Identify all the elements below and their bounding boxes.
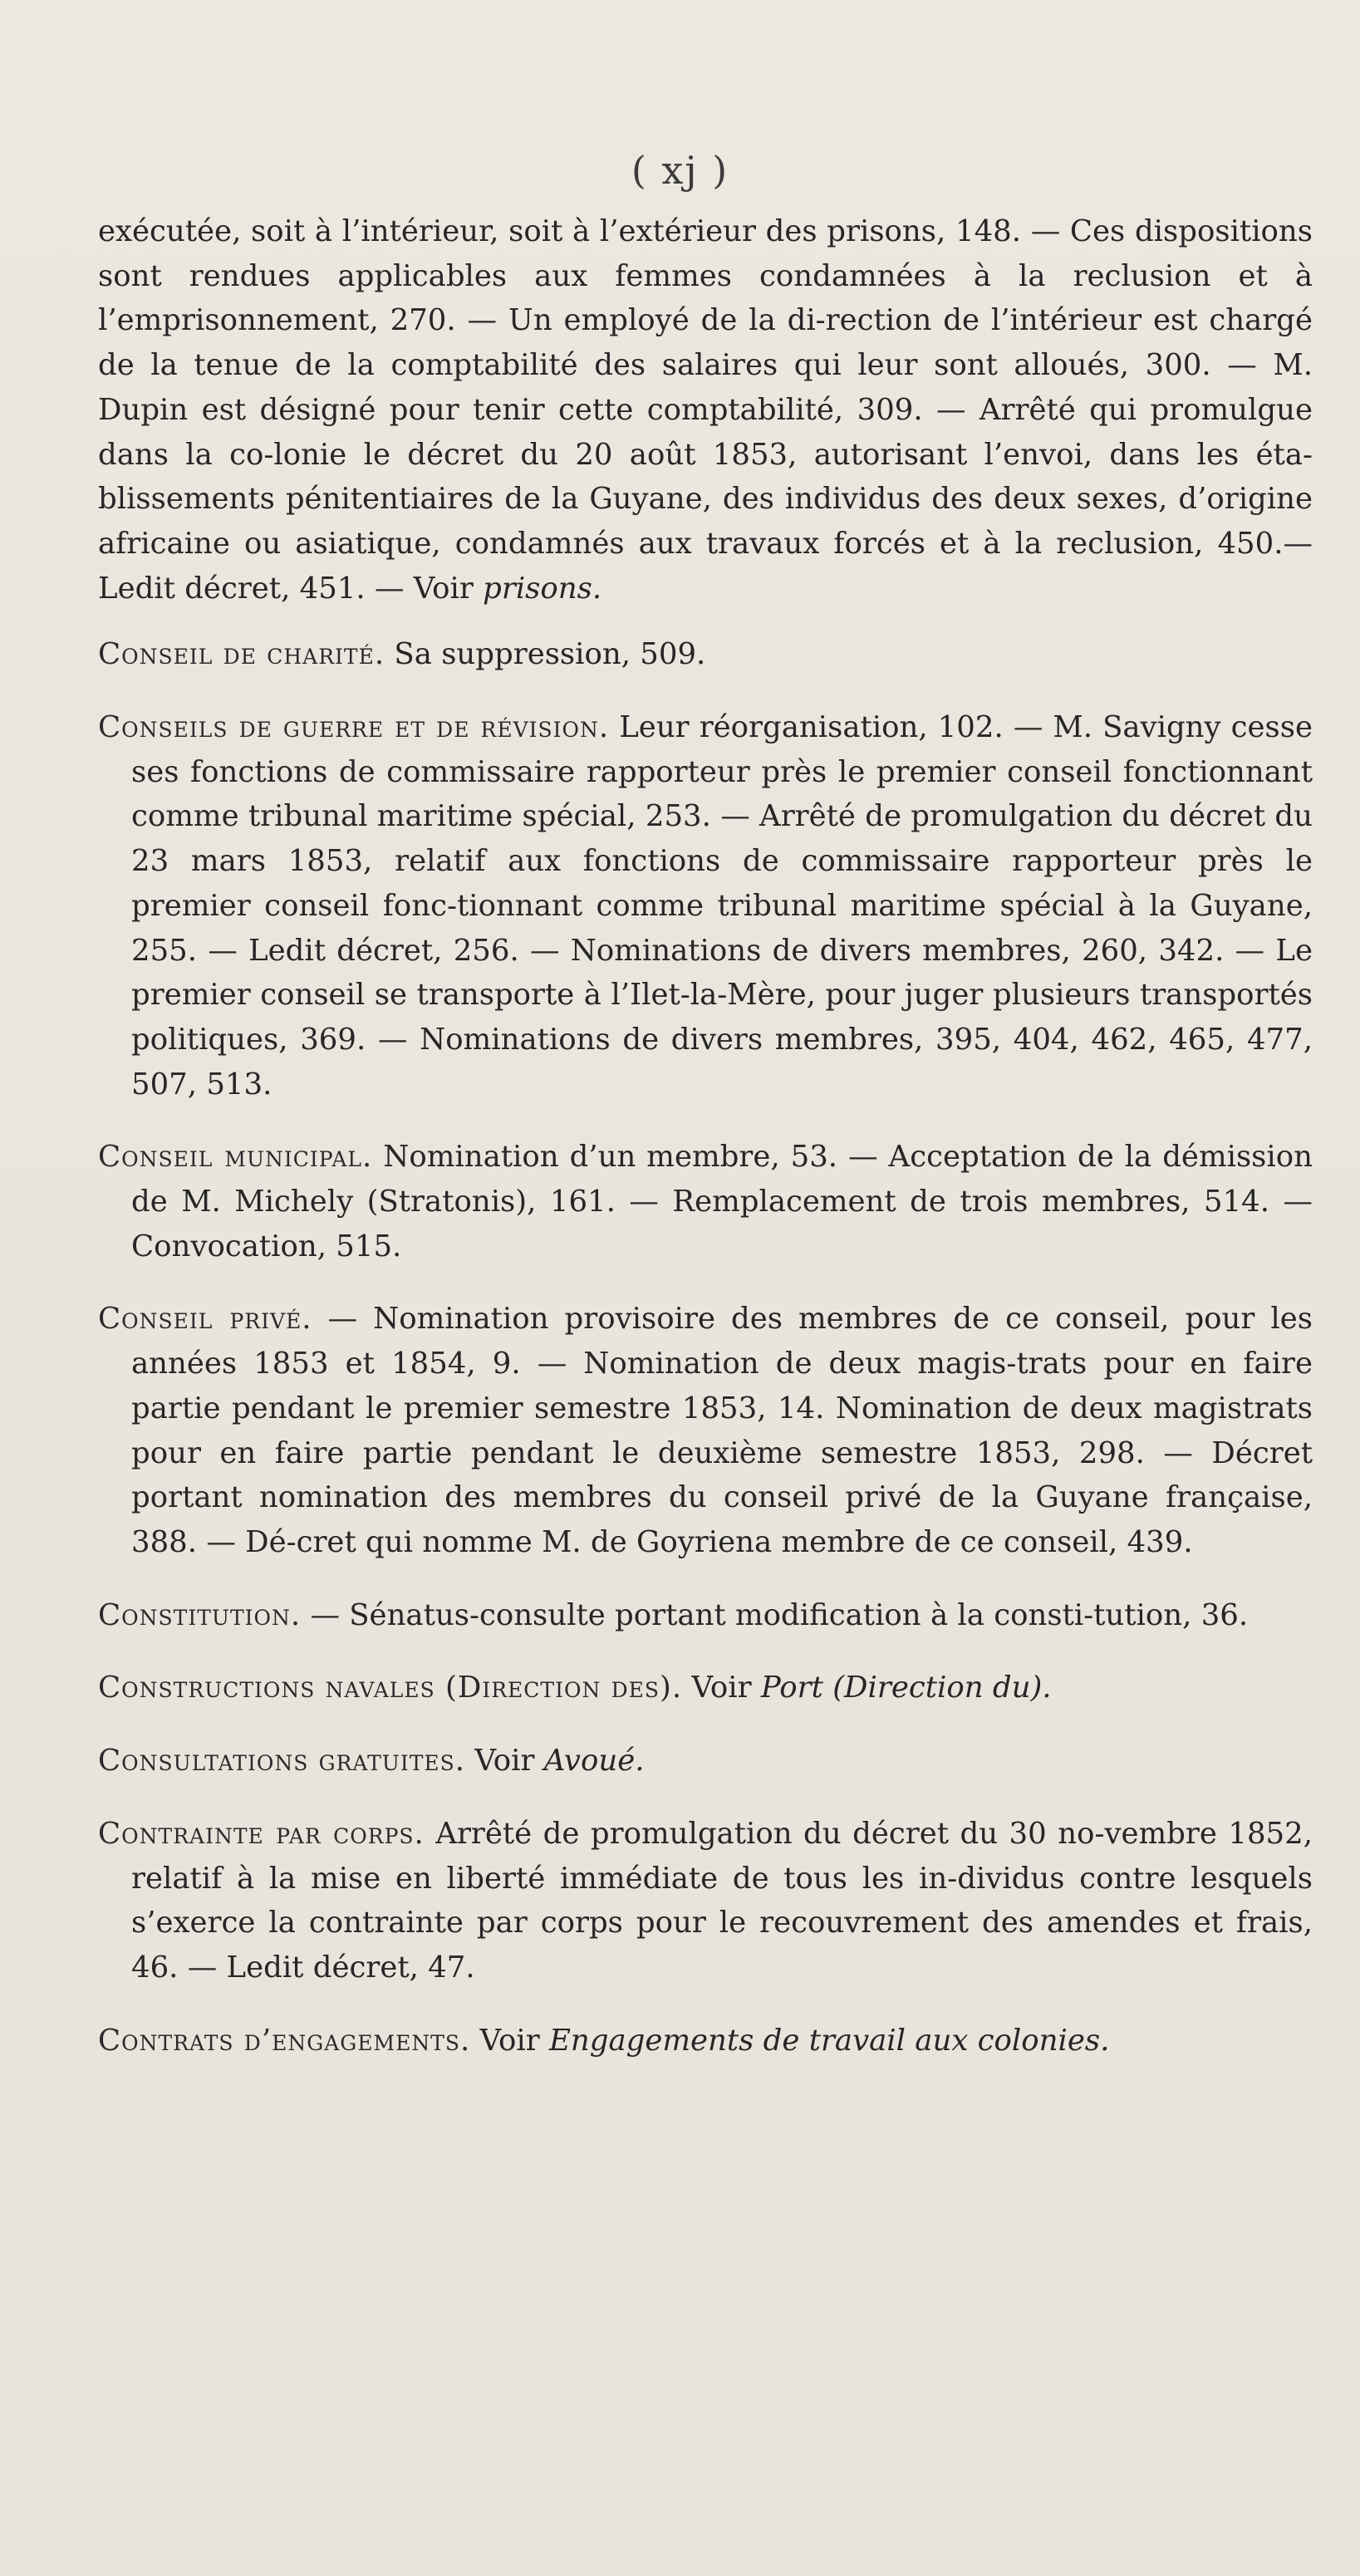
index-entry-continuation <box>98 209 1313 611</box>
entry-body: — Nomination provisoire des membres de ce conseil, pour les années 1853 et 1854, 9. — Nomination de deux magis-trats pour en faire partie pendant le premier semestre 1853, 14. Nomination de deux magistrats pour en faire partie pendant le deuxième semestre 1853, 298. — Décret portant nomination des membres du conseil privé de la Guyane française, 388. — Dé-cret qui nomme M. de Goyriena membre de ce conseil, 439. <box>131 1302 1313 1559</box>
index-entry-conseil-prive <box>98 1297 1313 1564</box>
entry-reference: Avoué. <box>543 1744 645 1779</box>
index-entry-constructions-navales <box>98 1666 1313 1710</box>
index-entry-conseil-municipal <box>98 1135 1313 1268</box>
entry-body: Sa suppression, 509. <box>385 637 706 672</box>
entry-body: exécutée, soit à l’intérieur, soit à l’extérieur des prisons, 148. — Ces dispositions sont rendues applicables aux femmes condamnées à la reclusion et à l’emprisonnement, 270. — Un employé de la di-rection de l’intérieur est chargé de la tenue de la comptabilité des salaires qui leur sont alloués, 300. — M. Dupin est désigné pour tenir cette comptabilité, 309. — Arrêté qui promulgue dans la co-lonie le décret du 20 août 1853, autorisant l’envoi, dans les éta-blissements pénitentiaires de la Guyane, des individus des deux sexes, d’origine africaine ou asiatique, condamnés aux travaux forcés et à la reclusion, 450.— Ledit décret, 451. — Voir <box>98 214 1313 606</box>
entry-heading: Conseil municipal. <box>98 1140 373 1175</box>
entry-reference: prisons. <box>483 571 602 606</box>
page-number: ( xj ) <box>631 148 729 193</box>
entry-body: Leur réorganisation, 102. — M. Savigny cesse ses fonctions de commissaire rapporteur près le premier conseil fonctionnant comme tribunal maritime spécial, 253. — Arrêté de promulgation du décret du 23 mars 1853, relatif aux fonctions de commissaire rapporteur près le premier conseil fonc-tionnant comme tribunal maritime spécial à la Guyane, 255. — Ledit décret, 256. — Nominations de divers membres, 260, 342. — Le premier conseil se transporte à l’Ilet-la-Mère, pour juger plusieurs transportés politiques, 369. — Nominations de divers membres, 395, 404, 462, 465, 477, 507, 513. <box>131 710 1313 1102</box>
entry-heading: Constructions navales (Direction des). <box>98 1671 683 1705</box>
entry-body: Nomination d’un membre, 53. — Acceptation de la démission de M. Michely (Stratonis), 161. — Remplacement de trois membres, 514. — Convocation, 515. <box>131 1140 1313 1263</box>
index-entry-consultations-gratuites <box>98 1739 1313 1784</box>
entry-heading: Conseil privé. <box>98 1302 312 1337</box>
entry-heading: Conseil de charité. <box>98 637 385 672</box>
index-entry-contrats-d-engagements <box>98 2019 1313 2063</box>
index-entry-conseils-de-guerre <box>98 705 1313 1106</box>
index-entries <box>98 209 1313 2063</box>
entry-body: Arrêté de promulgation du décret du 30 no-vembre 1852, relatif à la mise en liberté immédiate de tous les in-dividus contre lesquels s’exerce la contrainte par corps pour le recouvrement des amendes et frais, 46. — Ledit décret, 47. <box>131 1816 1313 1985</box>
index-entry-conseil-de-charite <box>98 632 1313 677</box>
index-entry-constitution <box>98 1593 1313 1638</box>
entry-body: Voir <box>682 1671 761 1705</box>
entry-body: Voir <box>470 2023 549 2058</box>
entry-body: Voir <box>465 1744 544 1779</box>
entry-body: — Sénatus-consulte portant modification à la consti-tution, 36. <box>301 1597 1249 1632</box>
entry-heading: Contrainte par corps. <box>98 1816 425 1851</box>
entry-heading: Constitution. <box>98 1597 302 1632</box>
entry-heading: Conseils de guerre et de révision. <box>98 710 610 745</box>
entry-heading: Contrats d’engagements. <box>98 2023 471 2058</box>
entry-heading: Consultations gratuites. <box>98 1744 466 1779</box>
entry-reference: Port (Direction du). <box>760 1671 1052 1705</box>
index-entry-contrainte-par-corps <box>98 1812 1313 1990</box>
entry-reference: Engagements de travail aux colonies. <box>548 2023 1110 2058</box>
